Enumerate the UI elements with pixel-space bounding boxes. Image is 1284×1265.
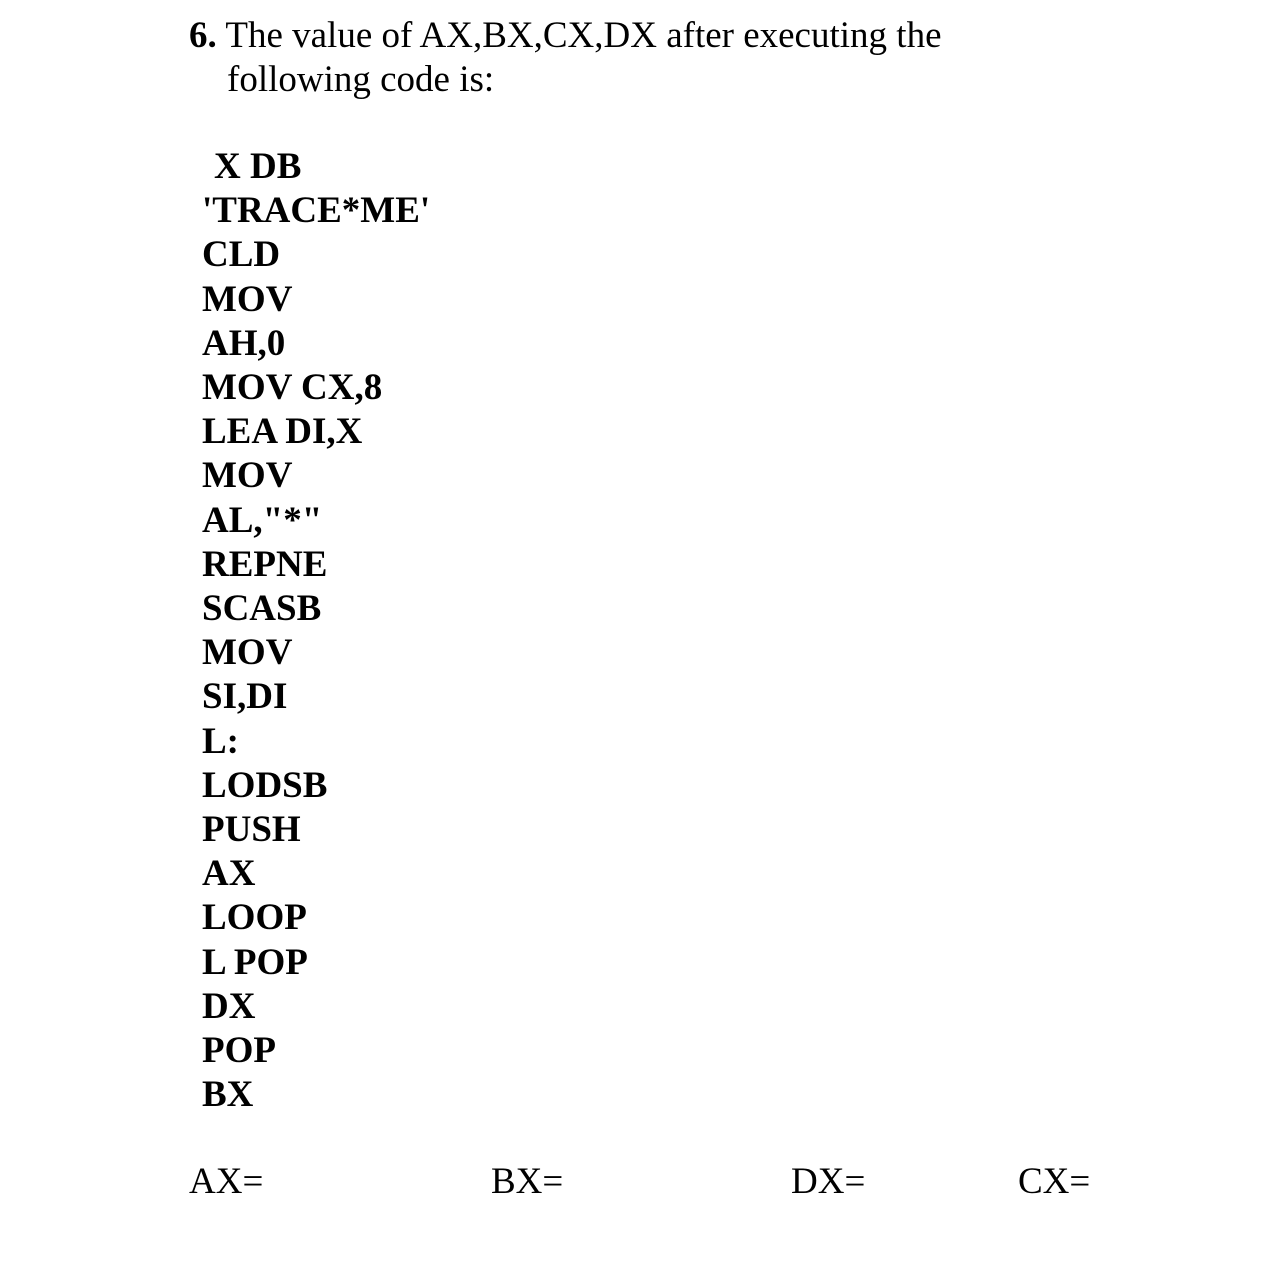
answer-dx: DX= (791, 1161, 866, 1202)
question-number: 6. (189, 15, 217, 56)
code-line: AX (202, 853, 256, 895)
code-line: MOV (202, 632, 293, 674)
question-line-1 (189, 14, 989, 58)
code-line: 'TRACE*ME' (202, 190, 431, 232)
code-line: DX (202, 985, 256, 1027)
code-line: REPNE (202, 543, 328, 585)
code-line: SCASB (202, 588, 322, 630)
code-line: LOOP (202, 897, 307, 939)
question (189, 14, 989, 102)
code-line: CLD (202, 234, 281, 276)
code-line: MOV (202, 278, 293, 320)
code-line: BX (202, 1074, 254, 1116)
code-line: LEA DI,X (202, 411, 363, 453)
question-text-2: following code is: (227, 59, 495, 100)
code-line: AL,"*" (202, 499, 323, 541)
code-line: L: (202, 720, 239, 762)
code-line: PUSH (202, 809, 301, 851)
question-text-1: The value of AX,BX,CX,DX after executing the (225, 15, 942, 56)
code-line: L POP (202, 941, 308, 983)
answer-bx: BX= (491, 1161, 564, 1202)
code-line: LODSB (202, 764, 328, 806)
code-line: MOV CX,8 (202, 367, 383, 409)
answer-cx: CX= (1018, 1161, 1091, 1202)
answer-ax: AX= (189, 1161, 264, 1202)
code-line: MOV (202, 455, 293, 497)
code-line: AH,0 (202, 322, 286, 364)
code-line: SI,DI (202, 676, 288, 718)
code-line: POP (202, 1030, 276, 1072)
code-listing (202, 145, 430, 1117)
code-line: X DB (214, 146, 302, 187)
